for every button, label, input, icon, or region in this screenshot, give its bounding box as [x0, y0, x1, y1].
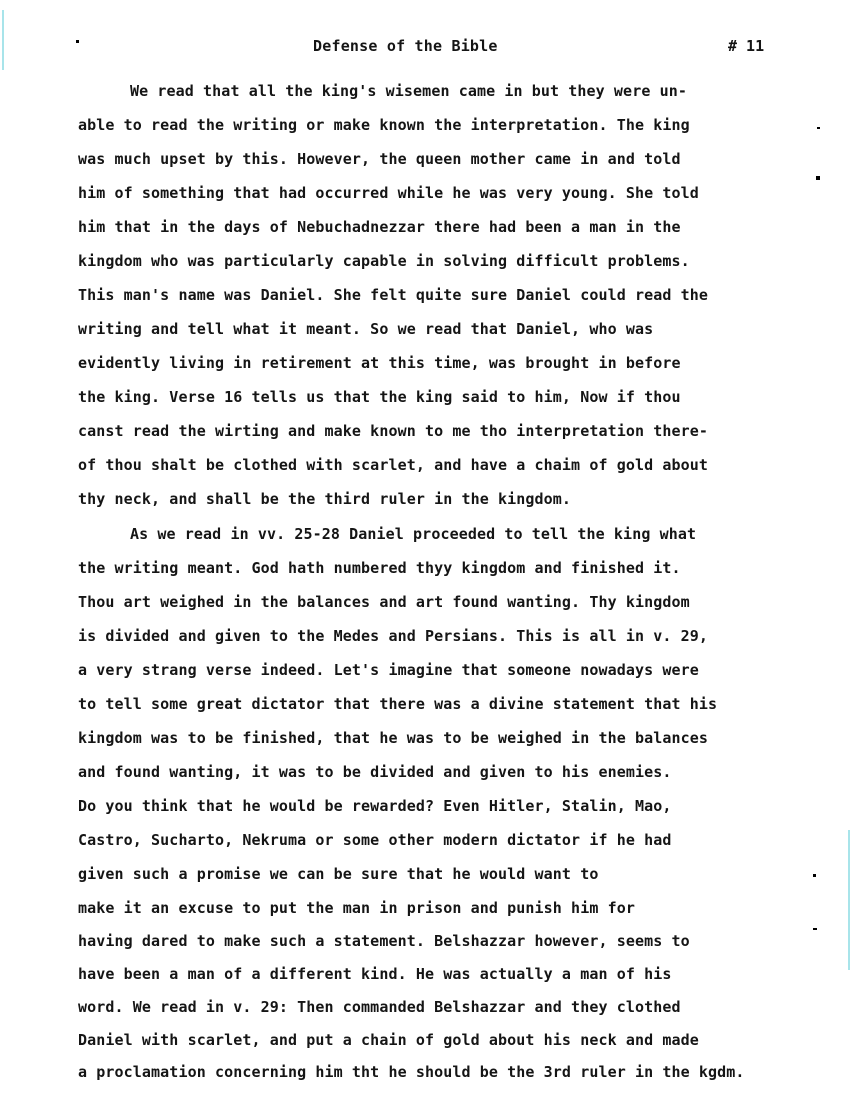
text-line: canst read the wirting and make known to me tho interpretation there-: [78, 422, 709, 440]
page-number: # 11: [728, 37, 765, 55]
text-line: We read that all the king's wisemen came in but they were un-: [130, 82, 687, 100]
text-line: the writing meant. God hath numbered thyy kingdom and finished it.: [78, 559, 681, 577]
text-line: have been a man of a different kind. He was actually a man of his: [78, 965, 672, 983]
speck: [817, 127, 820, 129]
text-line: able to read the writing or make known the interpretation. The king: [78, 116, 690, 134]
text-line: Do you think that he would be rewarded? Even Hitler, Stalin, Mao,: [78, 797, 672, 815]
text-line: to tell some great dictator that there was a divine statement that his: [78, 695, 718, 713]
scan-edge-right: [848, 830, 850, 970]
speck: [813, 928, 817, 930]
text-line: and found wanting, it was to be divided and given to his enemies.: [78, 763, 672, 781]
text-line: kingdom was to be finished, that he was to be weighed in the balances: [78, 729, 709, 747]
text-line: evidently living in retirement at this time, was brought in before: [78, 354, 681, 372]
text-line: thy neck, and shall be the third ruler in the kingdom.: [78, 490, 572, 508]
text-line: the king. Verse 16 tells us that the king said to him, Now if thou: [78, 388, 681, 406]
text-line: writing and tell what it meant. So we read that Daniel, who was: [78, 320, 654, 338]
text-line: is divided and given to the Medes and Persians. This is all in v. 29,: [78, 627, 709, 645]
scan-edge-left: [2, 10, 4, 70]
text-line: make it an excuse to put the man in prison and punish him for: [78, 899, 635, 917]
text-line: was much upset by this. However, the queen mother came in and told: [78, 150, 681, 168]
text-line: him of something that had occurred while he was very young. She told: [78, 184, 699, 202]
text-line: Thou art weighed in the balances and art found wanting. Thy kingdom: [78, 593, 690, 611]
text-line: This man's name was Daniel. She felt quite sure Daniel could read the: [78, 286, 709, 304]
text-line: kingdom who was particularly capable in solving difficult problems.: [78, 252, 690, 270]
text-line: of thou shalt be clothed with scarlet, and have a chaim of gold about: [78, 456, 709, 474]
page-title: Defense of the Bible: [313, 37, 498, 55]
text-line: a very strang verse indeed. Let's imagine that someone nowadays were: [78, 661, 699, 679]
text-line: a proclamation concerning him tht he should be the 3rd ruler in the kgdm.: [78, 1063, 745, 1081]
text-line: him that in the days of Nebuchadnezzar there had been a man in the: [78, 218, 681, 236]
speck: [76, 40, 79, 43]
speck: [816, 176, 820, 180]
text-line: As we read in vv. 25-28 Daniel proceeded to tell the king what: [130, 525, 697, 543]
speck: [813, 874, 816, 877]
text-line: Daniel with scarlet, and put a chain of gold about his neck and made: [78, 1031, 699, 1049]
text-line: given such a promise we can be sure that he would want to: [78, 865, 599, 883]
text-line: word. We read in v. 29: Then commanded Belshazzar and they clothed: [78, 998, 681, 1016]
text-line: having dared to make such a statement. Belshazzar however, seems to: [78, 932, 690, 950]
text-line: Castro, Sucharto, Nekruma or some other modern dictator if he had: [78, 831, 672, 849]
